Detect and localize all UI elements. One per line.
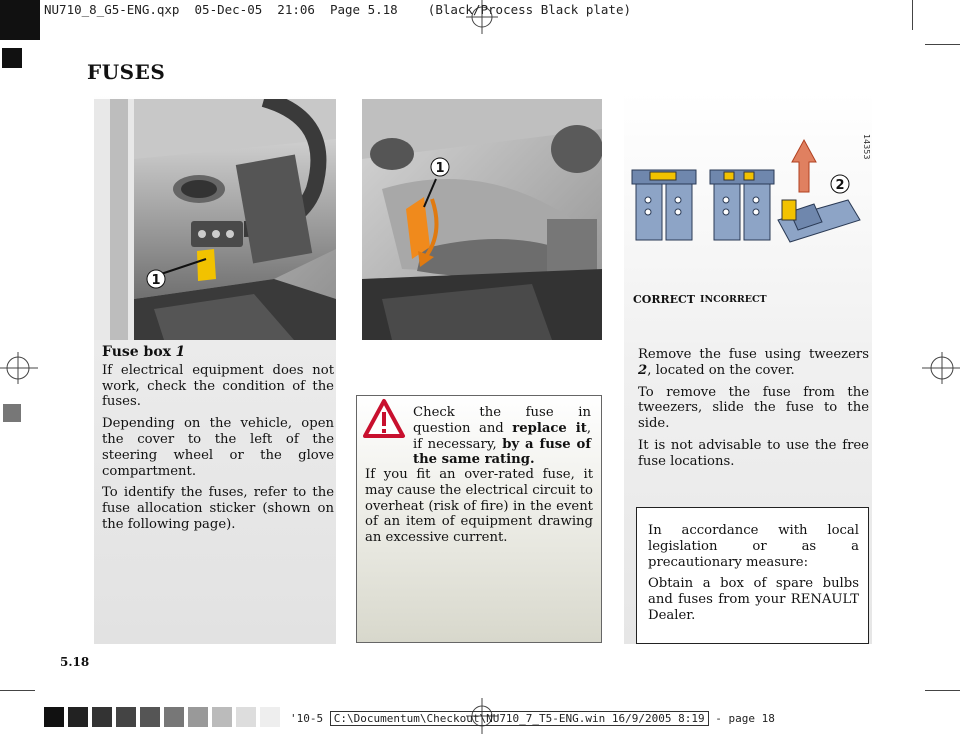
right-text: , located on the cover. bbox=[647, 362, 795, 378]
grayscale-bar bbox=[44, 707, 284, 729]
crop-mark-bottom-left bbox=[0, 690, 35, 691]
left-paragraph: Depending on the vehicle, open the cover to the left of the steering wheel or the glove compartment. bbox=[102, 416, 334, 479]
note-paragraph: Obtain a box of spare bulbs and fuses from your RENAULT Dealer. bbox=[648, 576, 859, 623]
callout-2: 2 bbox=[835, 178, 845, 193]
fuse-box-ref: 1 bbox=[175, 344, 186, 360]
print-slug: NU710_8_G5-ENG.qxp 05-Dec-05 21:06 Page 5.18 (Black/Process Black plate) bbox=[44, 2, 631, 17]
print-footer bbox=[290, 712, 775, 725]
left-column-text bbox=[102, 345, 334, 539]
right-paragraph: To remove the fuse from the tweezers, slide the fuse to the side. bbox=[638, 384, 869, 432]
registration-block-mid bbox=[3, 404, 21, 422]
warning-text: , if necessary, bbox=[413, 420, 592, 452]
note-text bbox=[648, 523, 859, 630]
right-text: Remove the fuse using tweezers bbox=[638, 347, 869, 362]
right-paragraph: It is not advisable to use the free fuse locations. bbox=[638, 437, 869, 469]
page-number: 5.18 bbox=[60, 655, 90, 669]
fuse-box-location-image bbox=[94, 99, 336, 340]
fuse-incorrect-illustration bbox=[710, 170, 774, 240]
tweezers-ref: 2 bbox=[638, 362, 648, 378]
fuse-correct-illustration bbox=[632, 170, 696, 240]
footer-prefix: '10-5 bbox=[290, 712, 330, 725]
registration-block-top-small bbox=[2, 48, 22, 68]
fuse-tweezers-image bbox=[628, 130, 872, 250]
callout-1-left: 1 bbox=[151, 273, 161, 288]
warning-triangle-icon bbox=[362, 398, 406, 440]
crop-mark-top-right bbox=[912, 0, 913, 30]
crop-mark-bottom-right bbox=[925, 690, 960, 691]
footer-path: C:\Documentum\Checkout\NU710_7_T5-ENG.win 16/9/2005 8:19 bbox=[330, 711, 709, 726]
glove-compartment-image bbox=[362, 99, 602, 340]
warning-bold: by a fuse of the same rating. bbox=[413, 436, 592, 468]
label-correct: CORRECT bbox=[633, 293, 695, 306]
warning-bold: replace it bbox=[512, 420, 587, 436]
tweezers-illustration bbox=[778, 140, 860, 242]
arrow-up-icon bbox=[792, 140, 816, 192]
crop-mark-top-right-h bbox=[925, 44, 960, 45]
left-paragraph: If electrical equipment does not work, check the condition of the fuses. bbox=[102, 362, 334, 410]
warning-text-top bbox=[413, 405, 591, 474]
registration-target-left bbox=[0, 348, 40, 388]
fuse-box-heading: Fuse box bbox=[102, 344, 172, 360]
note-paragraph: In accordance with local legislation or as a precautionary measure: bbox=[648, 523, 859, 570]
image-code: 14353 bbox=[862, 134, 871, 160]
registration-target-right bbox=[920, 348, 960, 388]
right-column-text bbox=[638, 347, 869, 476]
callout-1-middle: 1 bbox=[435, 161, 445, 176]
registration-block-top bbox=[0, 0, 40, 40]
warning-paragraph: If you fit an over-rated fuse, it may cause the electrical circuit to overheat (risk of fire) in the event of an item of equipment drawing an excessive current. bbox=[365, 467, 593, 546]
footer-suffix: - page 18 bbox=[708, 712, 775, 725]
label-incorrect: INCORRECT bbox=[700, 294, 767, 305]
warning-text: Check the fuse in question and bbox=[413, 405, 591, 436]
left-paragraph: To identify the fuses, refer to the fuse allocation sticker (shown on the following page). bbox=[102, 485, 334, 532]
page-title: FUSES bbox=[87, 60, 166, 84]
